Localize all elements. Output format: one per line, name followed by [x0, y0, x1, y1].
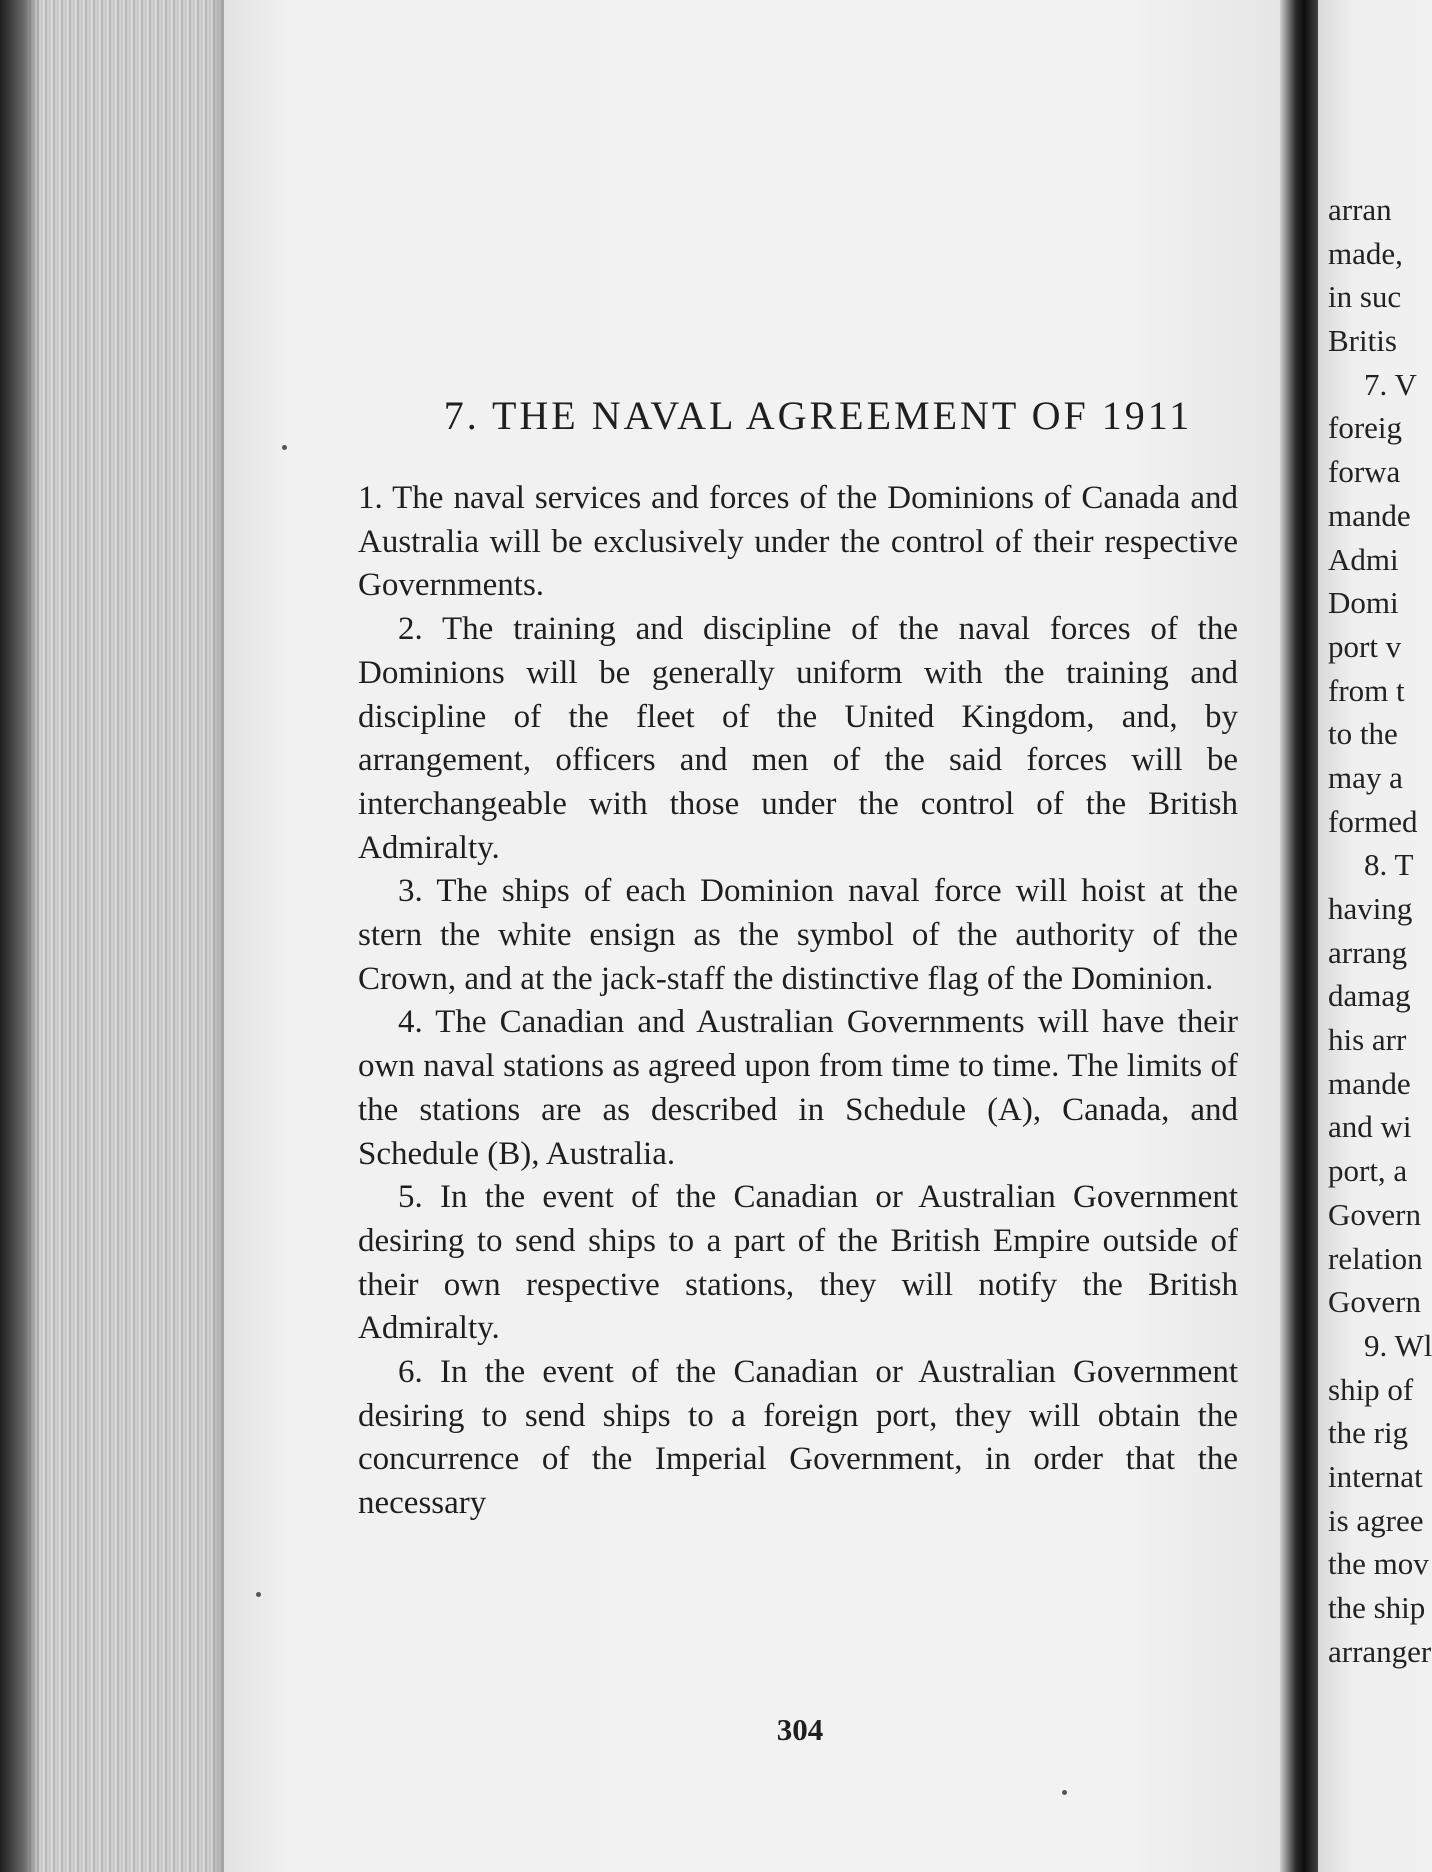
- right-fragment: arranger: [1328, 1633, 1432, 1669]
- paper-speck: [282, 445, 287, 450]
- right-fragment: foreig: [1328, 410, 1403, 446]
- paragraph-2: 2. The training and discipline of the naval forces of the Dominions will be generally uniform with the training and discipline of the fleet of the United Kingdom, and, by arrangement, officers and men of the said forces will be interchangeable with those under the control of the British Admiralty.: [358, 611, 1238, 866]
- right-fragment: having: [1328, 891, 1413, 926]
- paragraph-1: 1. The naval services and forces of the Dominions of Canada and Australia will be exclusively under the control of their respective Governments.: [358, 480, 1238, 604]
- paper-speck: [1062, 1790, 1067, 1795]
- section-title: 7. THE NAVAL AGREEMENT OF 1911: [443, 393, 1193, 438]
- right-fragment: mande: [1328, 497, 1411, 533]
- right-fragment: to the: [1328, 716, 1398, 752]
- right-fragment: port, a: [1328, 1153, 1408, 1189]
- right-fragment: the mov: [1328, 1546, 1429, 1582]
- paragraph-5: 5. In the event of the Canadian or Australian Government desiring to send ships to a part of the British Empire outside of their own respective stations, they will notify the British Admiralty.: [358, 1179, 1238, 1347]
- right-fragment: and wi: [1328, 1109, 1412, 1145]
- left-page-content: [358, 392, 1238, 1526]
- right-fragment: internat: [1328, 1458, 1423, 1494]
- paragraph-3: 3. The ships of each Dominion naval force will hoist at the stern the white ensign as the symbol of the authority of the Crown, and at the jack-staff the distinctive flag of the Dominion.: [358, 873, 1238, 997]
- right-page: [1318, 0, 1432, 1872]
- right-fragment: 9. Wl: [1364, 1327, 1432, 1363]
- right-fragment: may a: [1328, 759, 1403, 795]
- paragraph-6: 6. In the event of the Canadian or Australian Government desiring to send ships to a foreign port, they will obtain the concurrence of the Imperial Government, in order that the necessary: [358, 1354, 1238, 1522]
- right-fragment: the rig: [1328, 1415, 1409, 1451]
- right-fragment: mande: [1328, 1065, 1411, 1101]
- right-fragment: Domi: [1328, 585, 1399, 621]
- right-page-fragments: [1328, 188, 1432, 1673]
- right-fragment: in suc: [1328, 279, 1402, 315]
- right-fragment: damag: [1328, 978, 1411, 1014]
- book-gutter: [1280, 0, 1320, 1872]
- right-fragment: the ship: [1328, 1590, 1426, 1625]
- book-page-edges: [0, 0, 228, 1872]
- right-fragment: is agree: [1328, 1502, 1424, 1538]
- right-fragment: Admi: [1328, 541, 1399, 577]
- right-fragment: Govern: [1328, 1284, 1421, 1320]
- right-fragment: 8. T: [1364, 847, 1414, 883]
- right-fragment: ship of: [1328, 1371, 1414, 1407]
- right-fragment: arran: [1328, 192, 1392, 227]
- right-fragment: from t: [1328, 672, 1405, 708]
- right-fragment: formed: [1328, 803, 1418, 839]
- right-fragment: 7. V: [1364, 366, 1417, 402]
- page-number: 304: [776, 1712, 824, 1747]
- right-fragment: port v: [1328, 628, 1402, 664]
- right-fragment: arrang: [1328, 934, 1408, 970]
- paragraph-4: 4. The Canadian and Australian Governments will have their own naval stations as agreed upon from time to time. The limits of the stations are as described in Schedule (A), Canada, and Schedule (B), Australia.: [358, 1004, 1238, 1172]
- right-fragment: Govern: [1328, 1196, 1421, 1232]
- right-fragment: forwa: [1328, 454, 1401, 490]
- right-fragment: Britis: [1328, 323, 1397, 359]
- right-fragment: his arr: [1328, 1022, 1407, 1058]
- paper-speck: [256, 1592, 261, 1597]
- right-fragment: relation: [1328, 1240, 1423, 1276]
- right-fragment: made,: [1328, 235, 1403, 271]
